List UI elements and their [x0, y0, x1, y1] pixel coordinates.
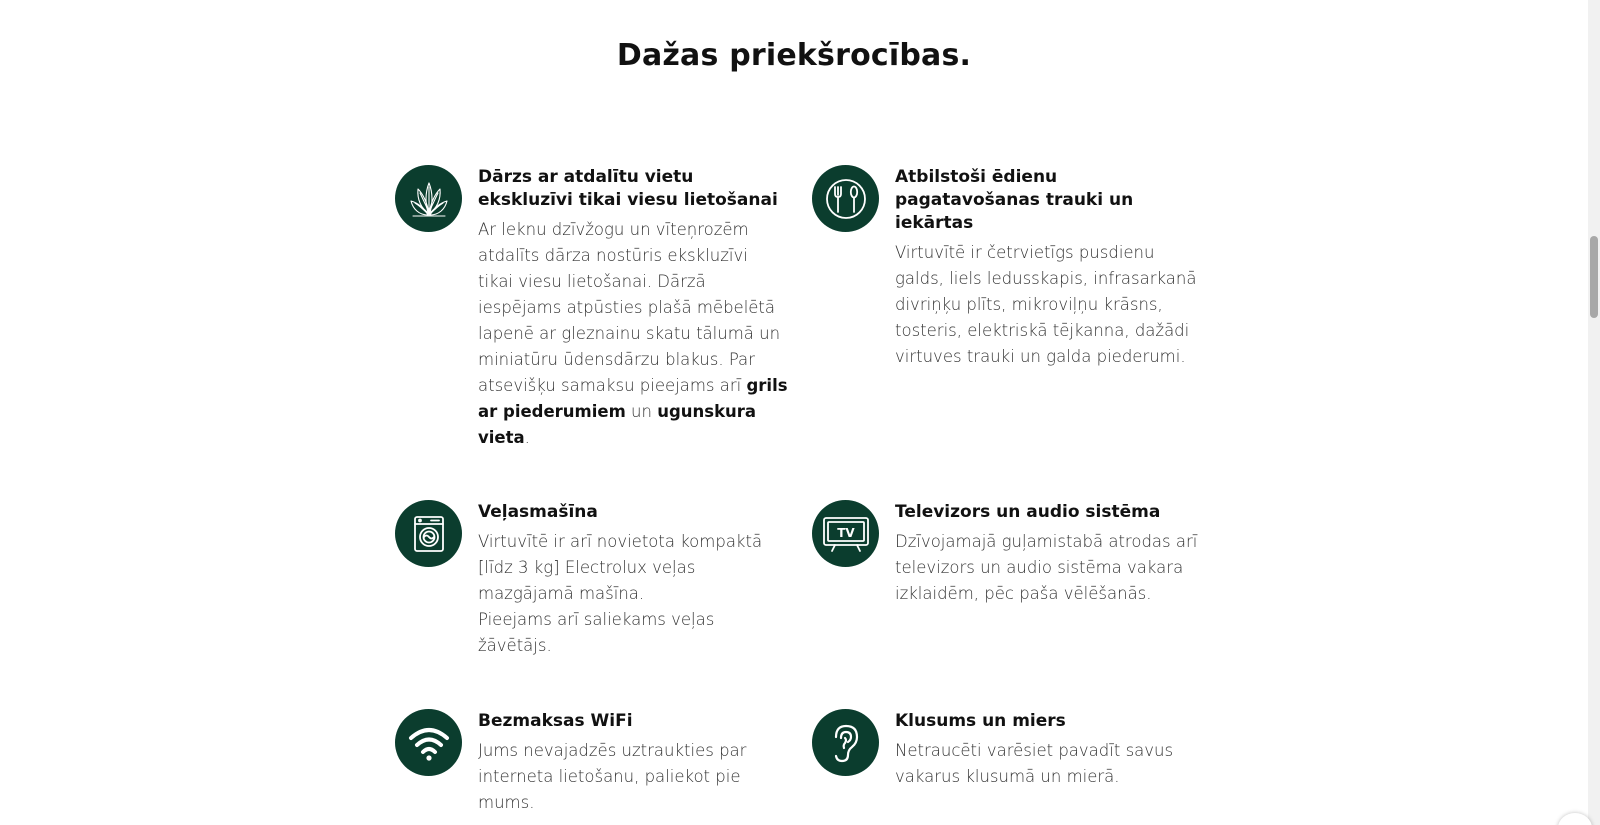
- feature-title: Atbilstoši ēdienu pagatavošanas trauki un iekārtas: [895, 167, 1134, 233]
- vertical-scrollbar[interactable]: [1588, 0, 1600, 825]
- feature-description: Virtuvītē ir arī novietota kompaktā [līdz 3 kg] Electrolux veļas mazgājamā mašīna. Pieejams arī saliekams veļas žāvētājs.: [478, 532, 763, 655]
- feature-description: Virtuvītē ir četrvietīgs pusdienu galds, liels ledusskapis, infrasarkanā divriņķu plīts, mikroviļņu krāsns, tosteris, elektriskā tējkanna, dažādi virtuves trauki un galda piederumi.: [895, 243, 1197, 366]
- bold-campfire: ugunskura vieta: [478, 402, 757, 447]
- feature-title: Televizors un audio sistēma: [895, 502, 1161, 522]
- feature-title: Klusums un miers: [895, 711, 1066, 731]
- feature-title: Veļasmašīna: [478, 502, 598, 522]
- feature-description: Jums nevajadzēs uztraukties par interneta lietošanu, paliekot pie mums.: [478, 741, 747, 812]
- plate-cutlery-icon: [812, 165, 879, 232]
- feature-description: Ar leknu dzīvžogu un vīteņrozēm atdalīts dārza nostūris ekskluzīvi tikai viesu lietošanai. Dārzā iespējams atpūsties plašā mēbelētā lapenē ar gleznainu skatu tālumā un miniatūru ūdensdārzu blakus. Par atsevišķu samaksu pieejams arī grils ar piederumiem un ugunskura vieta.: [478, 220, 788, 447]
- section-title: Dažas priekšrocības.: [616, 38, 972, 73]
- feature-wifi-text: [478, 709, 788, 816]
- washing-machine-icon: [395, 500, 462, 567]
- scrollbar-thumb[interactable]: [1590, 236, 1598, 318]
- feature-description: Netraucēti varēsiet pavadīt savus vakarus klusumā un mierā.: [895, 741, 1174, 786]
- feature-title: Bezmaksas WiFi: [478, 711, 633, 731]
- ear-icon: [812, 709, 879, 776]
- bold-grill: grils ar piederumiem: [478, 376, 788, 421]
- feature-tv-text: [895, 500, 1205, 607]
- feature-title: Dārzs ar atdalītu vietu ekskluzīvi tikai viesu lietošanai: [478, 167, 778, 210]
- feature-silence-text: [895, 709, 1205, 790]
- tv-icon-label: TV: [836, 525, 855, 540]
- feature-kitchen-text: [895, 165, 1205, 370]
- floating-widget-button[interactable]: [1558, 813, 1592, 825]
- feature-garden-text: [478, 165, 788, 451]
- feature-description: Dzīvojamajā guļamistabā atrodas arī televizors un audio sistēma vakara izklaidēm, pēc paša vēlēšanās.: [895, 532, 1198, 603]
- garden-plant-icon: [395, 165, 462, 232]
- tv-icon: [812, 500, 879, 567]
- wifi-icon: [395, 709, 462, 776]
- feature-washing-machine-text: [478, 500, 788, 659]
